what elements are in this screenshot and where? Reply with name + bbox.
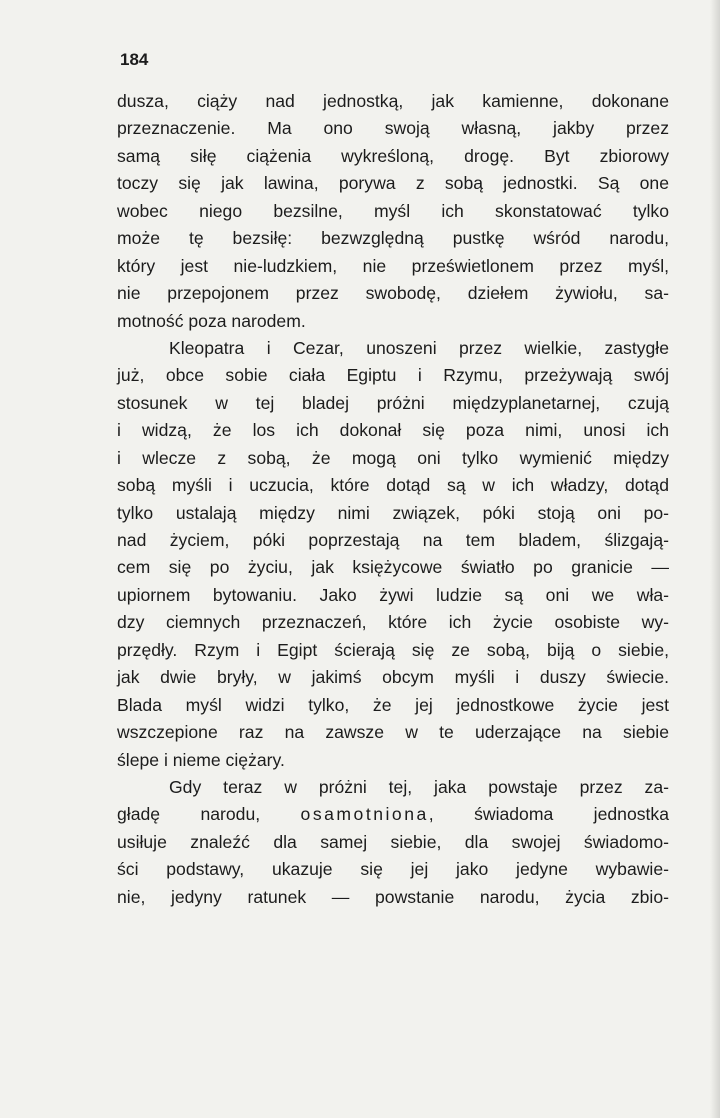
text-line: tylko ustalają między nimi związek, póki stoją oni po- bbox=[117, 502, 669, 523]
text-line: ści podstawy, ukazuje się jej jako jedyne wybawie- bbox=[117, 859, 669, 880]
text-fragment: , świadoma jednostka bbox=[428, 804, 669, 825]
text-line bbox=[117, 801, 669, 828]
text-line: przeznaczenie. Ma ono swoją własną, jakby przez bbox=[117, 118, 669, 139]
page-number: 184 bbox=[120, 50, 149, 69]
text-line: toczy się jak lawina, porywa z sobą jednostki. Są one bbox=[117, 173, 669, 194]
text-line: i widzą, że los ich dokonał się poza nimi, unosi ich bbox=[117, 420, 669, 441]
text-line: Kleopatra i Cezar, unoszeni przez wielkie, zastygłe bbox=[169, 337, 669, 358]
text-line: może tę bezsiłę: bezwzględną pustkę wśród narodu, bbox=[117, 228, 669, 249]
text-line: i wlecze z sobą, że mogą oni tylko wymienić między bbox=[117, 447, 669, 468]
text-line: nie przepojonem przez swobodę, dziełem żywiołu, sa- bbox=[117, 283, 669, 304]
text-line: samą siłę ciążenia wykreśloną, drogę. Byt zbiorowy bbox=[117, 145, 669, 166]
text-line: przędły. Rzym i Egipt ścierają się ze sobą, biją o siebie, bbox=[117, 639, 669, 660]
text-line: stosunek w tej bladej próżni międzyplanetarnej, czują bbox=[117, 392, 669, 413]
text-line: cem się po życiu, jak księżycowe światło po granicie — bbox=[117, 557, 669, 578]
text-line: wobec niego bezsilne, myśl ich skonstatować tylko bbox=[117, 200, 669, 221]
text-line: motność poza narodem. bbox=[117, 310, 306, 331]
body-text bbox=[117, 88, 669, 911]
text-line: nie, jedyny ratunek — powstanie narodu, życia zbio- bbox=[117, 886, 669, 907]
text-line: już, obce sobie ciała Egiptu i Rzymu, przeżywają swój bbox=[117, 365, 669, 386]
page-edge-shadow bbox=[710, 0, 720, 1118]
text-line: Blada myśl widzi tylko, że jej jednostkowe życie jest bbox=[117, 694, 669, 715]
text-fragment: gładę narodu, bbox=[117, 804, 261, 825]
text-line: upiornem bytowaniu. Jako żywi ludzie są oni we wła- bbox=[117, 584, 669, 605]
text-line: Gdy teraz w próżni tej, jaka powstaje przez za- bbox=[169, 776, 669, 797]
text-line: dusza, ciąży nad jednostką, jak kamienne, dokonane bbox=[117, 91, 669, 111]
text-line: usiłuje znaleźć dla samej siebie, dla swojej świadomo- bbox=[117, 831, 669, 852]
text-line: jak dwie bryły, w jakimś obcym myśli i duszy świecie. bbox=[117, 667, 669, 688]
text-line: wszczepione raz na zawsze w te uderzające na siebie bbox=[117, 722, 669, 743]
text-line: dzy ciemnych przeznaczeń, które ich życie osobiste wy- bbox=[117, 612, 669, 633]
text-line: który jest nie-ludzkiem, nie prześwietlonem przez myśl, bbox=[117, 255, 669, 276]
emphasized-word: osamotniona bbox=[300, 804, 429, 825]
text-line: ślepe i nieme ciężary. bbox=[117, 749, 285, 770]
text-line: sobą myśli i uczucia, które dotąd są w ich władzy, dotąd bbox=[117, 475, 669, 496]
text-line: nad życiem, póki poprzestają na tem bladem, ślizgają- bbox=[117, 530, 669, 550]
